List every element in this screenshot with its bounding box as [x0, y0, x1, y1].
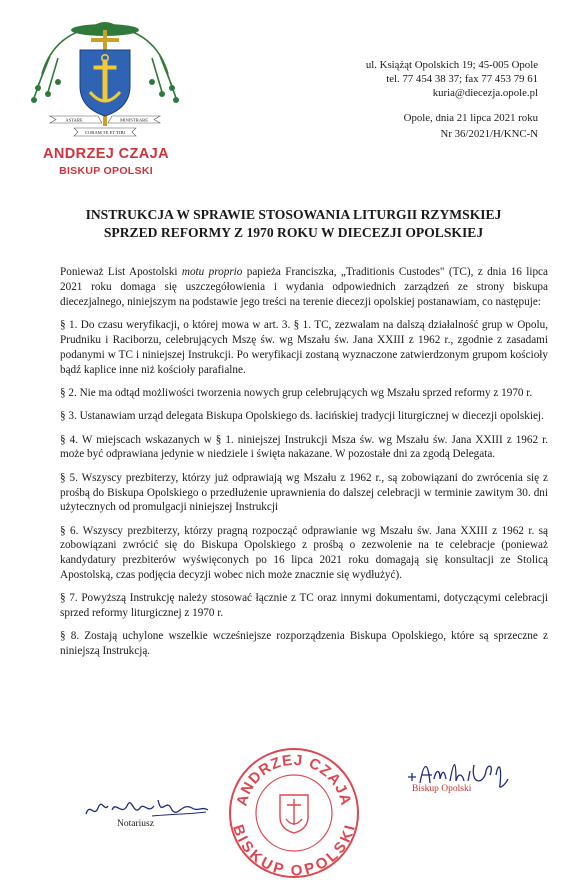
- bishop-caption: [28, 146, 184, 177]
- crest-motto-right: MINISTRARE: [119, 117, 149, 123]
- section-7: § 7. Powyższą Instrukcję należy stosować łącznie z TC oraz innymi dokumentami, dotyczącymi celebracji sprzed reformy liturgicznej z 1970 r.: [60, 592, 548, 620]
- bishop-title: BISKUP OPOLSKI: [59, 165, 153, 177]
- section-2: § 2. Nie ma odtąd możliwości tworzenia nowych grup celebrujących wg Mszału sprzed reformy z 1970 r.: [60, 387, 533, 400]
- stamp-text-top: ANDRZEJ CZAJA: [233, 751, 355, 808]
- crest-motto-left: ASTARE: [65, 117, 83, 123]
- bishop-name: ANDRZEJ CZAJA: [42, 146, 170, 162]
- section-4: § 4. W miejscach wskazanych w § 1. niniejszej Instrukcji Msza św. wg Mszału św. Jana XXIII z 1962 r. może być odprawiana jedynie w niedziele i święta nakazane. W pozostałe dni za zgodą Delegata.: [60, 433, 548, 461]
- address-phone: tel. 77 454 38 37; fax 77 453 79 61: [386, 73, 538, 86]
- dateline: [404, 110, 538, 142]
- title-line-1: INSTRUKCJA W SPRAWIE STOSOWANIA LITURGII RZYMSKIEJ: [85, 207, 502, 222]
- title-line-2: SPRZED REFORMY Z 1970 ROKU W DIECEZJI OPOLSKIEJ: [103, 225, 484, 240]
- document-title: [30, 206, 557, 242]
- document-body: [60, 265, 548, 668]
- crest-motto-bottom: CORAM TE ET TIBI: [84, 130, 126, 135]
- place-date: Opole, dnia 21 lipca 2021 roku: [403, 112, 538, 124]
- coat-of-arms-emblem: [30, 16, 180, 142]
- intro-italic: motu proprio: [181, 266, 243, 278]
- section-5: § 5. Wszyscy prezbiterzy, którzy już odprawiają wg Mszału z 1962 r., są zobowiązani do zwrócenia się z prośbą do Biskupa Opolskiego o przedłużenie uprawnienia do dalszej celebracji w terminie zawitym 30. dni użytecznych od promulgacji niniejszej Instrukcji: [60, 471, 548, 514]
- section-3: § 3. Ustanawiam urząd delegata Biskupa Opolskiego ds. łacińskiej tradycji liturgicznej w diecezji opolskiej.: [60, 410, 544, 423]
- curia-address: [366, 58, 538, 101]
- reference-number: Nr 36/2021/H/KNC-N: [440, 128, 538, 140]
- official-stamp: [224, 743, 364, 883]
- bishop-signature-label: Biskup Opolski: [412, 784, 472, 794]
- intro-text-end: papieża Franciszka, „Traditionis Custodes" (TC), z dnia 16 lipca 2021 roku domaga się uszczegółowienia i wydania odpowiednich zarządzeń ze strony biskupa diecezjalnego, niniejszym na podstawie jego treści na terenie diecezji opolskiej postanawiam, co następuje:: [60, 266, 548, 308]
- section-1: § 1. Do czasu weryfikacji, o której mowa w art. 3. § 1. TC, zezwalam na dalszą działalność grup w Opolu, Prudniku i Raciborzu, celebrujących Mszę św. wg Mszału św. Jana XXIII z 1962 r., zgodnie z zasadami podanymi w TC i niniejszej Instrukcji. Po weryfikacji zostaną wyznaczone zatwierdzonym grupom kościoły bądź kaplice inne niż kościoły parafialne.: [60, 319, 548, 376]
- notary-label: Notariusz: [117, 819, 154, 829]
- section-8: § 8. Zostają uchylone wszelkie wcześniejsze rozporządzenia Biskupa Opolskiego, które są sprzeczne z niniejszą Instrukcją.: [60, 630, 548, 658]
- section-6: § 6. Wszyscy prezbiterzy, którzy pragną rozpocząć odprawianie wg Mszału św. Jana XXIII z 1962 r. są zobowiązani zwrócić się do Biskupa Opolskiego z prośbą o zezwolenie na te celebracje (ponieważ kandydatury prezbiterów wyświęconych po 16 lipca 2021 roku domagają się konsultacji ze Stolicą Apostolską, czas podjęcia decyzji wobec nich może znacznie się wydłużyć).: [60, 524, 548, 582]
- intro-text-start: Ponieważ List Apostolski: [60, 266, 182, 278]
- address-email[interactable]: kuria@diecezja.opole.pl: [432, 87, 538, 100]
- address-street: ul. Książąt Opolskich 19; 45-005 Opole: [365, 59, 538, 71]
- stamp-text-bottom: BISKUP OPOLSKI: [229, 822, 359, 880]
- intro-paragraph: [60, 265, 548, 309]
